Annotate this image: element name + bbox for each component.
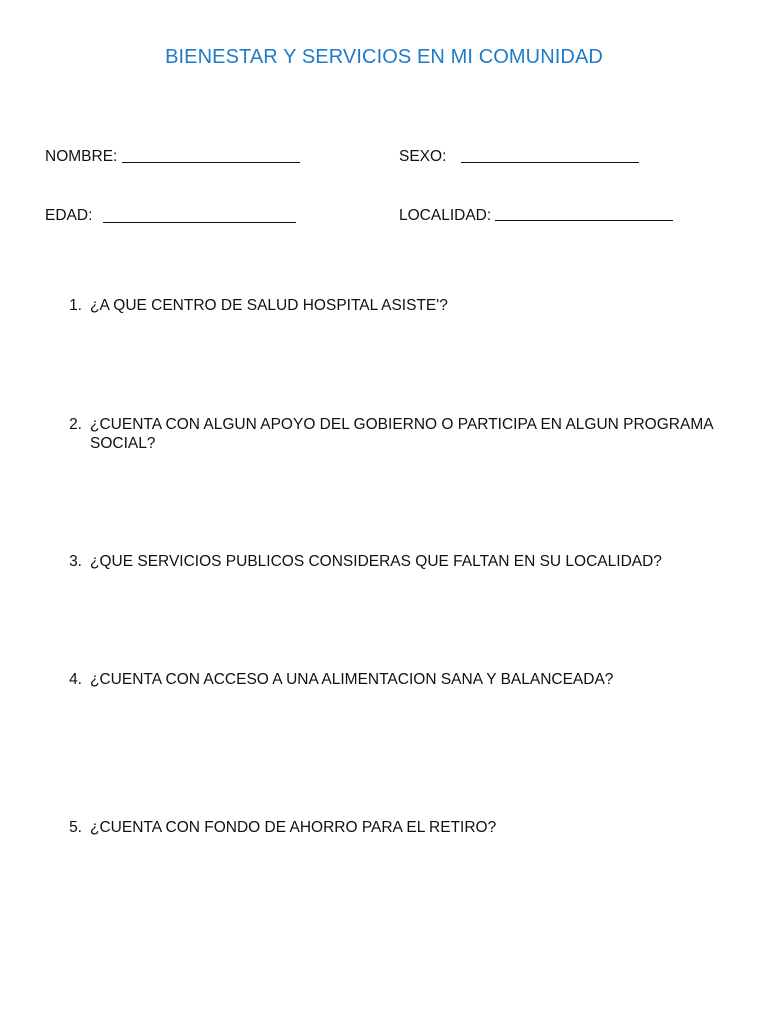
question-text: ¿CUENTA CON ALGUN APOYO DEL GOBIERNO O PARTICIPA EN ALGUN PROGRAMA SOCIAL? xyxy=(90,416,713,452)
sexo-field xyxy=(399,148,446,166)
sexo-label: SEXO: xyxy=(399,148,447,165)
question-number: 5. xyxy=(69,819,82,836)
question-number: 4. xyxy=(69,671,82,688)
edad-field xyxy=(45,207,92,225)
question-text: ¿A QUE CENTRO DE SALUD HOSPITAL ASISTE'? xyxy=(90,297,448,314)
question-number: 3. xyxy=(69,553,82,570)
question-text: ¿QUE SERVICIOS PUBLICOS CONSIDERAS QUE FALTAN EN SU LOCALIDAD? xyxy=(90,553,662,570)
question-text: ¿CUENTA CON ACCESO A UNA ALIMENTACION SANA Y BALANCEADA? xyxy=(90,671,614,688)
edad-label: EDAD: xyxy=(45,207,93,224)
nombre-field xyxy=(45,148,117,166)
nombre-label: NOMBRE: xyxy=(45,148,118,165)
question-text: ¿CUENTA CON FONDO DE AHORRO PARA EL RETIRO? xyxy=(90,819,497,836)
question-number: 1. xyxy=(69,297,82,314)
question-number: 2. xyxy=(69,416,82,433)
localidad-label: LOCALIDAD: xyxy=(399,207,492,224)
document-title: BIENESTAR Y SERVICIOS EN MI COMUNIDAD xyxy=(165,46,603,68)
localidad-field xyxy=(399,207,491,225)
